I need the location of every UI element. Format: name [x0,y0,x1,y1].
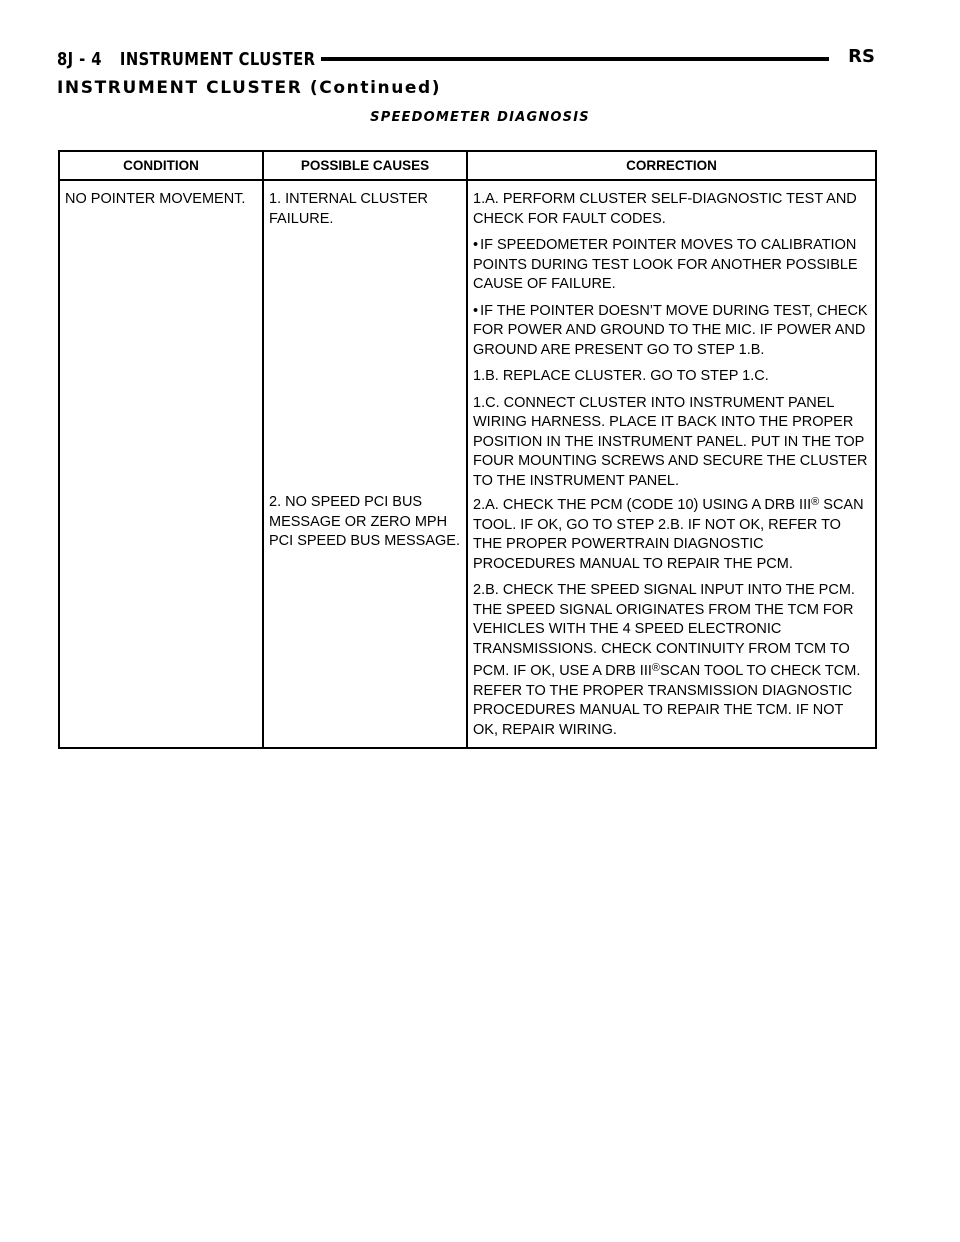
vehicle-code: RS [848,46,875,67]
speedometer-diagnosis-table [58,150,877,749]
table-header-row [59,151,876,180]
table-row [59,493,876,748]
registered-mark: ® [651,662,660,674]
bullet-text-2: IF THE POINTER DOESN’T MOVE DURING TEST, CHECK FOR POWER AND GROUND TO THE MIC. IF POWER AND GROUND ARE PRESENT GO TO STEP 1.B. [473,302,868,358]
condition-cell-empty [59,493,263,748]
bullet-text-1: IF SPEEDOMETER POINTER MOVES TO CALIBRATION POINTS DURING TEST LOOK FOR ANOTHER POSSIBLE CAUSE OF FAILURE. [473,237,858,292]
header-rule [321,57,829,61]
correction-2b-text-cont: SCAN TOOL TO CHECK TCM. REFER TO THE PROPER TRANSMISSION DIAGNOSTIC PROCEDURES MANUAL TO REPAIR THE TCM. IF NOT OK, REPAIR WIRING. [473,663,861,738]
correction-step-1a: 1.A. PERFORM CLUSTER SELF-DIAGNOSTIC TEST AND CHECK FOR FAULT CODES. [473,191,857,227]
correction-2a-text-cont: SCAN TOOL. IF OK, GO TO STEP 2.B. IF NOT OK, REFER TO THE PROPER POWERTRAIN DIAGNOSTIC PROCEDURES MANUAL TO REPAIR THE PCM. [473,497,864,572]
column-header-correction: CORRECTION [467,151,876,180]
condition-cell [59,180,263,493]
correction-bullet-1 [473,236,869,295]
page-header-text [57,49,315,70]
column-header-condition: CONDITION [59,151,263,180]
table-row [59,180,876,493]
cause-text-1: 1. INTERNAL CLUSTER FAILURE. [269,191,428,227]
cause-text-2: 2. NO SPEED PCI BUS MESSAGE OR ZERO MPH PCI SPEED BUS MESSAGE. [269,494,460,549]
cause-cell-1 [263,180,467,493]
column-header-possible-causes: POSSIBLE CAUSES [263,151,467,180]
section-subheading: INSTRUMENT CLUSTER (Continued) [57,78,442,98]
correction-step-1c: 1.C. CONNECT CLUSTER INTO INSTRUMENT PANEL WIRING HARNESS. PLACE IT BACK INTO THE PROPER POSITION IN THE INSTRUMENT PANEL. PUT IN THE TOP FOUR MOUNTING SCREWS AND SECURE THE CLUSTER TO THE INSTRUMENT PANEL. [473,394,868,489]
correction-2a-text: 2.A. CHECK THE PCM (CODE 10) USING A DRB III [473,497,812,513]
correction-step-2a [473,493,869,574]
cause-cell-2 [263,493,467,748]
table-title: SPEEDOMETER DIAGNOSIS [370,110,590,125]
correction-step-2b [473,581,869,740]
correction-2b-text: 2.B. CHECK THE SPEED SIGNAL INPUT INTO THE PCM. THE SPEED SIGNAL ORIGINATES FROM THE TCM FOR VEHICLES WITH THE 4 SPEED ELECTRONIC TRANSMISSIONS. CHECK CONTINUITY FROM TCM TO PCM. IF OK, USE A DRB III [473,582,855,679]
page-header [57,44,875,74]
correction-bullet-2 [473,302,869,361]
condition-text: NO POINTER MOVEMENT. [65,191,246,207]
correction-cell-1 [467,180,876,493]
page-section-number: 8J - 4 [57,48,102,70]
correction-cell-2 [467,493,876,748]
registered-mark: ® [811,496,820,508]
correction-step-1b: 1.B. REPLACE CLUSTER. GO TO STEP 1.C. [473,368,769,384]
page-header-title: INSTRUMENT CLUSTER [119,48,316,70]
